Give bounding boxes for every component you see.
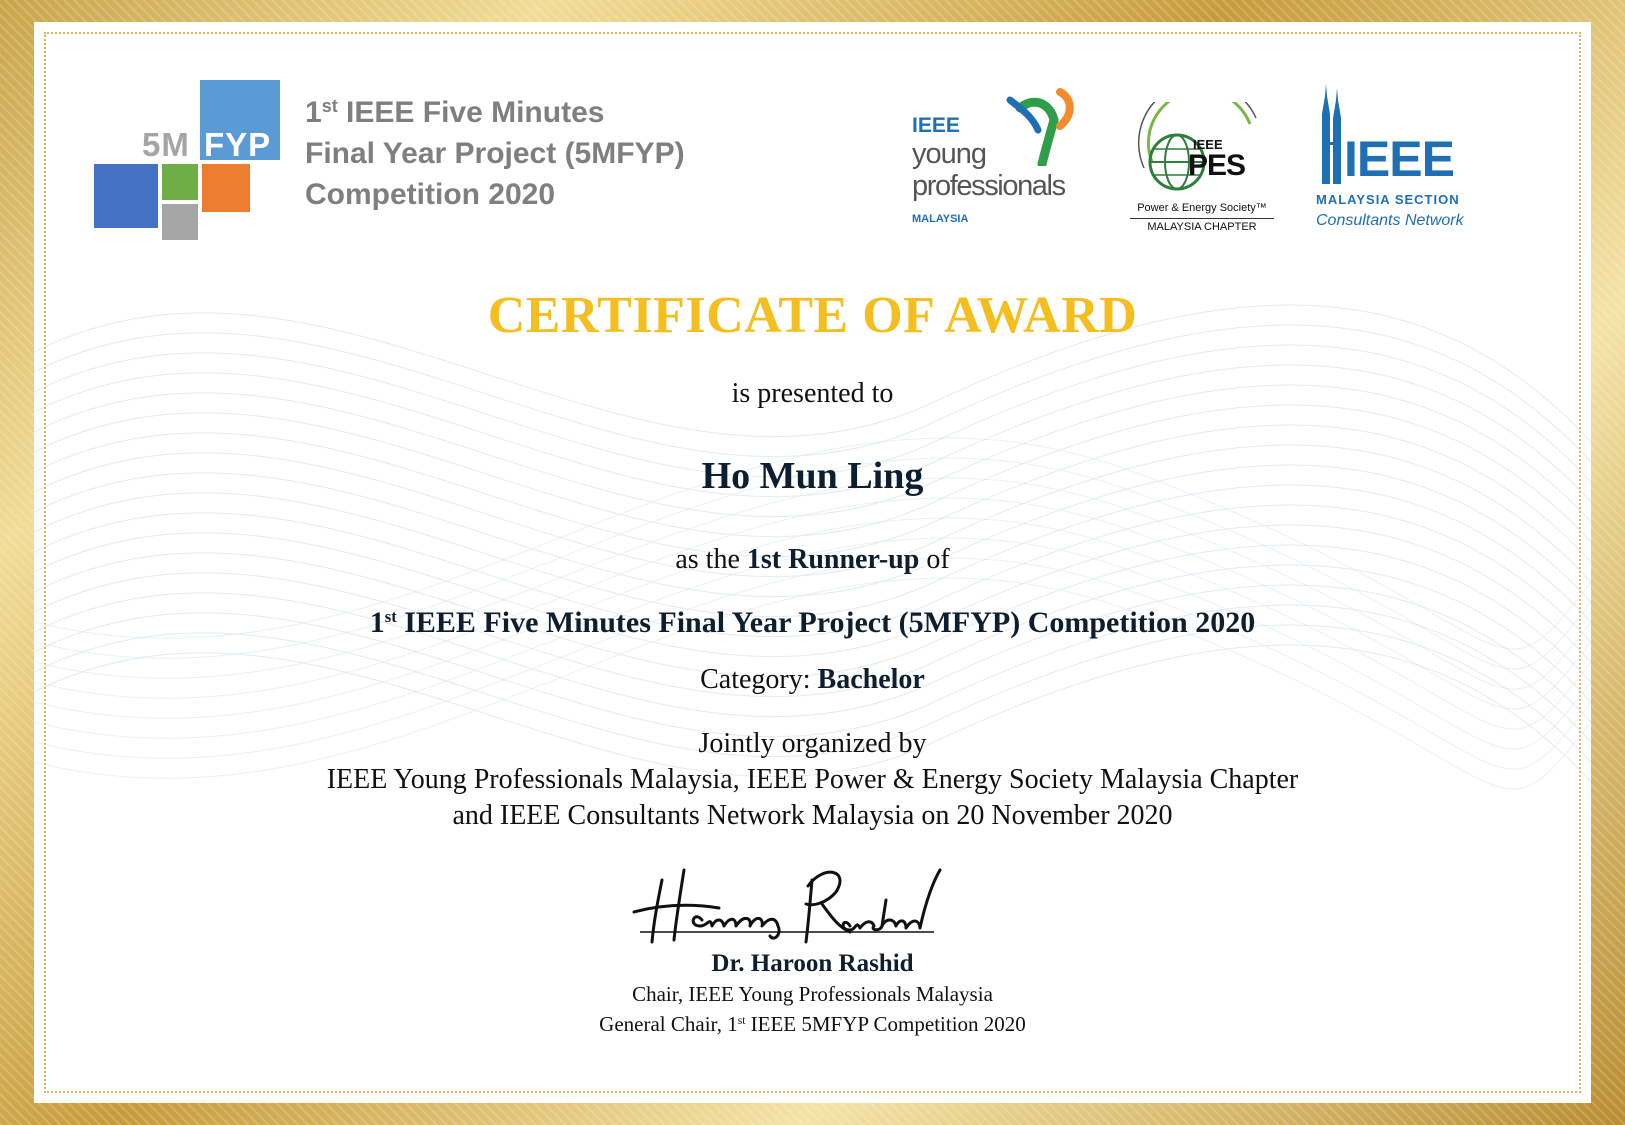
ieee-young-professionals-logo — [912, 86, 1112, 236]
yp-professionals-text: professionals — [912, 170, 1065, 202]
award-rank: 1st Runner-up — [746, 544, 920, 575]
pes-divider — [1130, 218, 1274, 219]
yp-ieee-text: IEEE — [912, 114, 960, 137]
ieee-malaysia-section-logo — [1316, 84, 1486, 244]
signatory-title-2: General Chair, 1st IEEE 5MFYP Competition 2020 — [599, 1012, 1026, 1036]
pes-ieee-text: IEEE — [1193, 137, 1223, 152]
signatory-title-1: Chair, IEEE Young Professionals Malaysia — [632, 982, 993, 1006]
certificate-panel — [34, 22, 1591, 1103]
pes-chapter-text: MALAYSIA CHAPTER — [1147, 221, 1257, 233]
petronas-towers-icon — [1316, 84, 1346, 194]
competition-name: 1st IEEE Five Minutes Final Year Project (5MFYP) Competition 2020 — [369, 606, 1256, 639]
ms-network-text: Consultants Network — [1316, 212, 1464, 229]
logo-square-blue — [94, 164, 158, 228]
event-title-line-1: 1st IEEE Five Minutes — [305, 96, 605, 129]
yp-young-text: young — [912, 138, 987, 170]
5mfyp-logo — [94, 80, 286, 242]
award-line: as the 1st Runner-up of — [675, 544, 950, 575]
organized-line-3: and IEEE Consultants Network Malaysia on 20 November 2020 — [452, 800, 1173, 831]
organized-line-2: IEEE Young Professionals Malaysia, IEEE Power & Energy Society Malaysia Chapter — [326, 764, 1299, 795]
event-title — [305, 92, 785, 215]
yp-region-text: MALAYSIA — [912, 213, 969, 225]
category-line: Category: Bachelor — [700, 664, 925, 695]
logo-square-gray — [162, 204, 198, 240]
organized-line-1: Jointly organized by — [698, 728, 927, 759]
signatory-name: Dr. Haroon Rashid — [711, 950, 914, 977]
certificate-content — [34, 22, 1591, 1103]
logo-fyp-text: FYP — [204, 126, 272, 163]
organizers-text — [34, 726, 1591, 834]
ms-section-text: MALAYSIA SECTION — [1316, 192, 1460, 207]
pes-society-text: Power & Energy Society™ — [1137, 202, 1267, 214]
logo-square-green — [162, 164, 198, 200]
young-professionals-mark-icon — [980, 86, 1080, 166]
event-title-line-2: Final Year Project (5MFYP) — [305, 137, 685, 170]
logo-5m-text: 5M — [142, 126, 190, 163]
ms-ieee-text: IEEE — [1344, 131, 1454, 187]
event-title-line-3: Competition 2020 — [305, 178, 556, 211]
logo-square-orange — [202, 164, 250, 212]
handwritten-signature — [624, 860, 944, 950]
ieee-pes-logo — [1122, 102, 1282, 237]
pes-acronym-text: PES — [1188, 149, 1246, 182]
category-value: Bachelor — [817, 664, 925, 695]
presented-text: is presented to — [731, 378, 894, 409]
recipient-name: Ho Mun Ling — [701, 455, 924, 497]
certificate-heading: CERTIFICATE OF AWARD — [487, 287, 1138, 344]
